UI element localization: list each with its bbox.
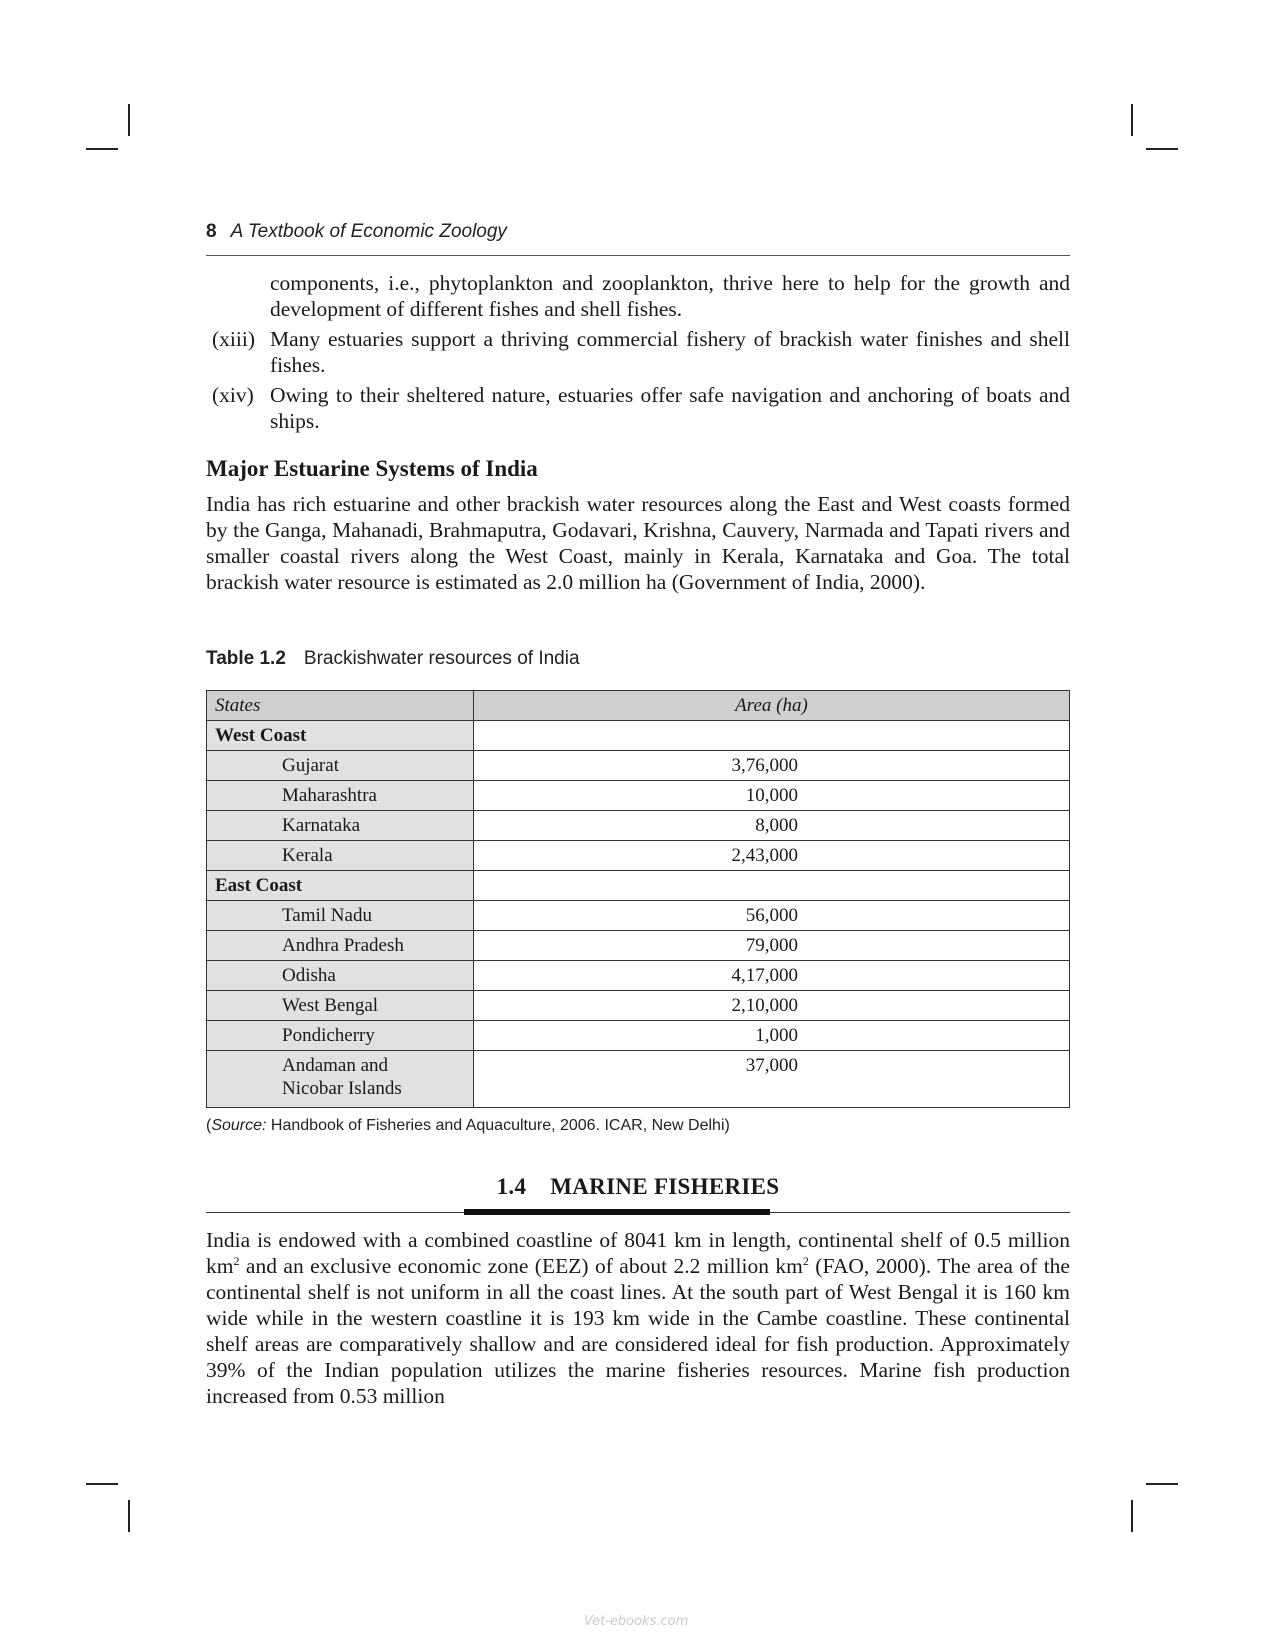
table-row <box>207 961 1070 991</box>
area-cell: 56,000 <box>474 901 1070 931</box>
area-cell: 3,76,000 <box>474 751 1070 781</box>
crop-mark <box>86 148 118 150</box>
state-cell: Kerala <box>207 841 474 871</box>
crop-mark <box>86 1483 118 1485</box>
section-heading: Major Estuarine Systems of India <box>206 456 538 481</box>
continuation-text: components, i.e., phytoplankton and zooplankton, thrive here to help for the growth and development of different fishes and shell fishes. <box>270 271 1070 321</box>
group-area-empty <box>474 721 1070 751</box>
table-row <box>207 781 1070 811</box>
list-item <box>206 326 1070 378</box>
state-cell: Andaman and Nicobar Islands <box>207 1051 474 1108</box>
table-row <box>207 931 1070 961</box>
state-cell: Maharashtra <box>207 781 474 811</box>
section-paragraph: India has rich estuarine and other brackish water resources along the East and West coasts formed by the Ganga, Mahanadi, Brahmaputra, Godavari, Krishna, Cauvery, Narmada and Tapati rivers and smaller coastal rivers along the West Coast, mainly in Kerala, Karnataka and Goa. The total brackish water resource is estimated as 2.0 million ha (Government of India, 2000). <box>206 492 1070 594</box>
state-cell: Pondicherry <box>207 1021 474 1051</box>
section-number: 1.4 <box>496 1174 527 1199</box>
column-header-area: Area (ha) <box>474 691 1070 721</box>
table-row <box>207 1021 1070 1051</box>
watermark: Vet-ebooks.com <box>584 1614 689 1629</box>
state-cell: Gujarat <box>207 751 474 781</box>
table-header-row <box>207 691 1070 721</box>
state-cell: West Bengal <box>207 991 474 1021</box>
state-cell: Andhra Pradesh <box>207 931 474 961</box>
page-number: 8 <box>206 221 217 242</box>
section-title <box>206 1174 1070 1200</box>
table-caption <box>206 648 580 670</box>
table-label: Table 1.2 <box>206 648 286 669</box>
table-row <box>207 841 1070 871</box>
state-cell: Odisha <box>207 961 474 991</box>
list-continuation <box>206 270 1070 322</box>
area-cell: 2,10,000 <box>474 991 1070 1021</box>
list-marker: (xiii) <box>212 327 255 351</box>
table-caption-text: Brackishwater resources of India <box>303 648 580 669</box>
area-cell: 37,000 <box>474 1051 1070 1108</box>
table-row <box>207 811 1070 841</box>
source-label: Source: <box>211 1117 267 1134</box>
area-cell: 79,000 <box>474 931 1070 961</box>
table-source-note: (Source: Handbook of Fisheries and Aquaculture, 2006. ICAR, New Delhi) <box>206 1117 730 1134</box>
section-rule-bar <box>464 1209 770 1215</box>
area-cell: 10,000 <box>474 781 1070 811</box>
table-row <box>207 901 1070 931</box>
list-item-text: Many estuaries support a thriving commercial fishery of brackish water finishes and shell fishes. <box>270 327 1070 377</box>
list-marker: (xiv) <box>212 383 254 407</box>
group-label: East Coast <box>207 871 474 901</box>
table-row <box>207 751 1070 781</box>
section-title-text: MARINE FISHERIES <box>550 1174 780 1199</box>
group-area-empty <box>474 871 1070 901</box>
table-row <box>207 1051 1070 1108</box>
list-item-text: Owing to their sheltered nature, estuaries offer safe navigation and anchoring of boats and ships. <box>270 383 1070 433</box>
group-label: West Coast <box>207 721 474 751</box>
state-cell: Karnataka <box>207 811 474 841</box>
crop-mark <box>1131 1500 1133 1532</box>
table-row <box>207 991 1070 1021</box>
crop-mark <box>1146 1483 1178 1485</box>
book-title: A Textbook of Economic Zoology <box>230 221 507 242</box>
crop-mark <box>1146 148 1178 150</box>
area-cell: 8,000 <box>474 811 1070 841</box>
group-row-east <box>207 871 1070 901</box>
source-text: Handbook of Fisheries and Aquaculture, 2006. ICAR, New Delhi) <box>266 1117 730 1134</box>
crop-mark <box>128 1500 130 1532</box>
area-cell: 4,17,000 <box>474 961 1070 991</box>
running-head <box>206 221 507 243</box>
list-item <box>206 382 1070 434</box>
crop-mark <box>128 104 130 136</box>
marine-paragraph: India is endowed with a combined coastline of 8041 km in length, continental shelf of 0.5 million $km^2$ and an exclusive economic zone (EEZ) of about 2.2 million $km^2$ (FAO, 2000). The area of the continental shelf is not uniform in all the coast lines. At the south part of West Bengal it is 160 km wide while in the western coastline it is 193 km wide in the Cambe coastline. These continental shelf areas are comparatively shallow and are considered ideal for fish production. Approximately 39% of the Indian population utilizes the marine fisheries resources. Marine fish production increased from 0.53 million <box>206 1228 1070 1408</box>
crop-mark <box>1131 104 1133 136</box>
group-row-west <box>207 721 1070 751</box>
area-cell: 2,43,000 <box>474 841 1070 871</box>
area-cell: 1,000 <box>474 1021 1070 1051</box>
brackishwater-table <box>206 690 1070 1108</box>
state-cell: Tamil Nadu <box>207 901 474 931</box>
header-rule <box>206 255 1070 256</box>
column-header-states: States <box>207 691 474 721</box>
